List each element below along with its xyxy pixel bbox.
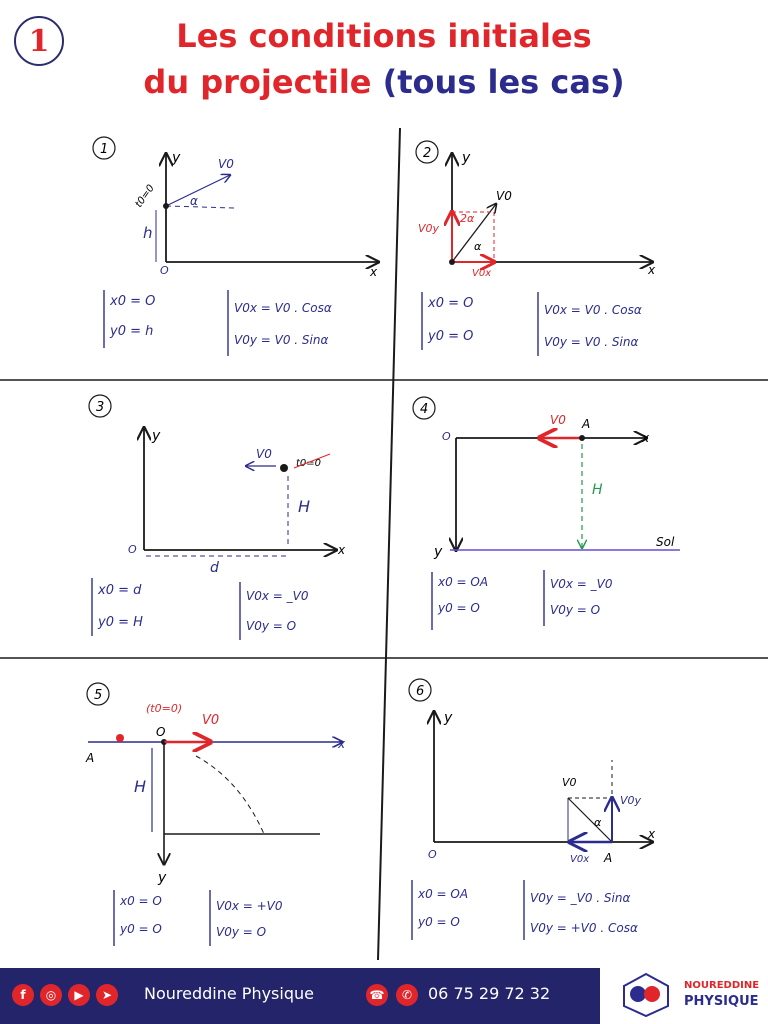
origin-label: O: [428, 848, 437, 861]
v0-label: V0: [202, 713, 220, 728]
axis-x-label: x: [338, 737, 346, 751]
facebook-icon[interactable]: f: [12, 984, 34, 1006]
H-label: H: [298, 497, 311, 516]
cond-pos-1: x0 = O: [120, 894, 162, 908]
brand-logo-icon: [620, 972, 672, 1018]
axis-x-label: x: [648, 263, 656, 277]
cond-pos-2: y0 = O: [428, 329, 474, 344]
v0y-label: V0y: [620, 794, 642, 807]
case-number: 4: [420, 402, 429, 417]
sol-label: Sol: [656, 535, 675, 549]
cond-vel-2: V0y = O: [246, 619, 297, 633]
whatsapp-icon[interactable]: ✆: [396, 984, 418, 1006]
telegram-icon[interactable]: ➤: [96, 984, 118, 1006]
case-number: 5: [94, 688, 103, 703]
footer-phone[interactable]: 06 75 29 72 32: [428, 984, 551, 1003]
brand-top-text: NOUREDDINE: [684, 980, 760, 991]
case-number: 3: [96, 400, 105, 415]
cond-vel-1: V0x = V0 . Cosα: [544, 303, 642, 317]
title-blue-part: (tous les cas): [382, 63, 625, 101]
v0-label: V0: [218, 157, 234, 171]
axis-y-label: y: [172, 150, 181, 166]
cond-pos-2: y0 = O: [438, 601, 480, 615]
brand-bottom-text: PHYSIQUE: [684, 994, 759, 1009]
axis-x-label: x: [338, 543, 346, 557]
divider-vertical: [378, 128, 400, 960]
axis-x-label: x: [648, 827, 656, 841]
case-number: 6: [416, 684, 425, 699]
v0-label: V0: [256, 447, 272, 461]
origin-label: O: [160, 264, 169, 277]
axis-x-label: x: [642, 431, 650, 445]
cond-vel-1: V0x = V0 . Cosα: [234, 301, 332, 315]
cond-vel-2: V0y = V0 . Sinα: [234, 333, 329, 347]
cond-pos-2: y0 = h: [110, 324, 154, 339]
cond-vel-2: V0y = +V0 . Cosα: [530, 921, 638, 935]
v0x-label: V0x: [472, 268, 492, 279]
v0y-label: V0y: [418, 222, 440, 235]
origin-label: O: [442, 430, 451, 443]
alpha-label: α: [474, 240, 482, 253]
case-4: [413, 397, 680, 630]
case-2: [416, 141, 656, 356]
case-6: [409, 679, 656, 940]
cond-vel-2: V0y = O: [216, 925, 267, 939]
case-5: [85, 683, 346, 946]
H-label: H: [134, 777, 147, 796]
A-label: A: [86, 751, 95, 765]
cond-pos-1: x0 = OA: [438, 575, 489, 589]
cond-pos-1: x0 = O: [428, 296, 474, 311]
origin-label: O: [128, 543, 137, 556]
cond-pos-1: x0 = O: [110, 294, 156, 309]
cond-vel-2: V0y = V0 . Sinα: [544, 335, 639, 349]
A-label: A: [604, 851, 613, 865]
axis-y-label: y: [462, 150, 471, 166]
footer-bar: [0, 968, 600, 1024]
cond-pos-2: y0 = H: [98, 615, 143, 630]
case-number: 1: [100, 142, 109, 157]
v0-label: V0: [496, 189, 512, 203]
footer-name: Noureddine Physique: [144, 984, 314, 1003]
footer: [0, 968, 768, 1024]
v0-label: V0: [550, 413, 566, 427]
A-label: A: [582, 417, 591, 431]
cond-pos-2: y0 = O: [120, 922, 162, 936]
case-3: [89, 395, 346, 640]
phone-icon[interactable]: ☎: [366, 984, 388, 1006]
cond-vel-2: V0y = O: [550, 603, 601, 617]
H-label: H: [592, 482, 603, 498]
axis-y-label: y: [434, 544, 443, 560]
case-1: [93, 137, 378, 356]
title-red-part: du projectile: [143, 63, 372, 101]
t0-label: t0=0: [296, 458, 322, 469]
axis-y-label: y: [158, 870, 167, 886]
cond-vel-1: V0x = _V0: [246, 589, 309, 603]
origin-label: O: [156, 725, 166, 739]
axis-x-label: x: [370, 265, 378, 279]
case-number: 2: [423, 146, 432, 161]
alpha2-label: 2α: [460, 212, 475, 225]
t0-label: t0=0: [133, 182, 157, 210]
youtube-icon[interactable]: ▶: [68, 984, 90, 1006]
v0x-label: V0x: [570, 854, 590, 865]
cond-vel-1: V0y = _V0 . Sinα: [530, 891, 631, 905]
h-label: h: [143, 224, 153, 242]
alpha-label: α: [190, 194, 198, 208]
cond-vel-1: V0x = _V0: [550, 577, 613, 591]
t0-label: (t0=0): [146, 702, 183, 715]
cond-pos-2: y0 = O: [418, 915, 460, 929]
axis-y-label: y: [152, 428, 161, 444]
d-label: d: [210, 560, 219, 576]
axis-y-label: y: [444, 710, 453, 726]
instagram-icon[interactable]: ◎: [40, 984, 62, 1006]
page-number-badge: 1: [14, 16, 64, 66]
cond-vel-1: V0x = +V0: [216, 899, 283, 913]
cond-pos-1: x0 = OA: [418, 887, 469, 901]
v0-label: V0: [562, 776, 577, 789]
page-title-line1: Les conditions initiales: [176, 17, 592, 55]
alpha-label: α: [594, 816, 602, 829]
cond-pos-1: x0 = d: [98, 583, 142, 598]
